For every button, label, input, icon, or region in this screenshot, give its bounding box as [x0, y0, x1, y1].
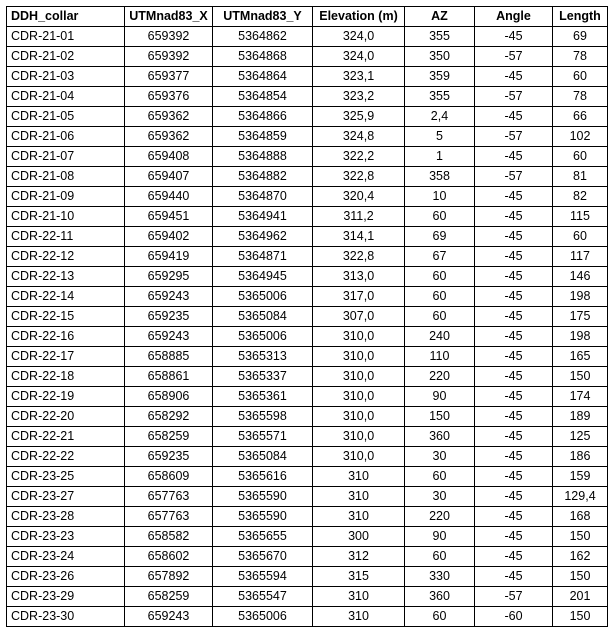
ddh-collar-cell: CDR-22-14 — [7, 287, 125, 307]
ddh-collar-cell: CDR-21-02 — [7, 47, 125, 67]
table-row — [7, 427, 608, 447]
ddh-collar-cell: CDR-21-05 — [7, 107, 125, 127]
table-row — [7, 387, 608, 407]
elevation-cell: 315 — [313, 567, 405, 587]
length-cell: 159 — [553, 467, 608, 487]
utm-x-cell: 658906 — [125, 387, 213, 407]
utm-y-cell: 5365655 — [213, 527, 313, 547]
angle-cell: -45 — [475, 347, 553, 367]
utm-y-cell: 5365594 — [213, 567, 313, 587]
angle-cell: -45 — [475, 327, 553, 347]
angle-cell: -45 — [475, 407, 553, 427]
elevation-cell: 312 — [313, 547, 405, 567]
utm-x-cell: 659402 — [125, 227, 213, 247]
length-cell: 150 — [553, 567, 608, 587]
utm-x-cell: 658602 — [125, 547, 213, 567]
utm-y-cell: 5364854 — [213, 87, 313, 107]
utm-y-cell: 5364859 — [213, 127, 313, 147]
angle-cell: -45 — [475, 467, 553, 487]
az-cell: 60 — [405, 307, 475, 327]
table-row — [7, 167, 608, 187]
az-cell: 350 — [405, 47, 475, 67]
ddh-collar-cell: CDR-22-18 — [7, 367, 125, 387]
table-row — [7, 567, 608, 587]
elevation-cell: 310,0 — [313, 407, 405, 427]
length-cell: 186 — [553, 447, 608, 467]
angle-cell: -45 — [475, 67, 553, 87]
length-cell: 82 — [553, 187, 608, 207]
angle-cell: -45 — [475, 107, 553, 127]
angle-cell: -57 — [475, 87, 553, 107]
ddh-collar-cell: CDR-22-21 — [7, 427, 125, 447]
header-row — [7, 7, 608, 27]
az-cell: 60 — [405, 467, 475, 487]
az-cell: 67 — [405, 247, 475, 267]
utm-x-cell: 657763 — [125, 487, 213, 507]
length-cell: 168 — [553, 507, 608, 527]
az-cell: 90 — [405, 527, 475, 547]
elevation-cell: 310 — [313, 487, 405, 507]
az-cell: 240 — [405, 327, 475, 347]
az-cell: 358 — [405, 167, 475, 187]
az-cell: 220 — [405, 367, 475, 387]
column-header-length: Length — [553, 7, 608, 27]
table-row — [7, 67, 608, 87]
length-cell: 69 — [553, 27, 608, 47]
utm-y-cell: 5365590 — [213, 487, 313, 507]
elevation-cell: 313,0 — [313, 267, 405, 287]
table-row — [7, 447, 608, 467]
utm-y-cell: 5365598 — [213, 407, 313, 427]
utm-x-cell: 659295 — [125, 267, 213, 287]
az-cell: 110 — [405, 347, 475, 367]
table-row — [7, 587, 608, 607]
elevation-cell: 324,0 — [313, 27, 405, 47]
ddh-collar-cell: CDR-21-04 — [7, 87, 125, 107]
table-row — [7, 27, 608, 47]
elevation-cell: 325,9 — [313, 107, 405, 127]
ddh-collar-cell: CDR-23-23 — [7, 527, 125, 547]
table-row — [7, 187, 608, 207]
ddh-collar-cell: CDR-21-08 — [7, 167, 125, 187]
az-cell: 60 — [405, 547, 475, 567]
az-cell: 5 — [405, 127, 475, 147]
table-row — [7, 107, 608, 127]
az-cell: 90 — [405, 387, 475, 407]
table-row — [7, 267, 608, 287]
elevation-cell: 310,0 — [313, 327, 405, 347]
utm-y-cell: 5365006 — [213, 607, 313, 627]
az-cell: 30 — [405, 487, 475, 507]
length-cell: 150 — [553, 607, 608, 627]
elevation-cell: 323,2 — [313, 87, 405, 107]
elevation-cell: 324,8 — [313, 127, 405, 147]
angle-cell: -45 — [475, 267, 553, 287]
angle-cell: -45 — [475, 147, 553, 167]
angle-cell: -45 — [475, 287, 553, 307]
angle-cell: -45 — [475, 187, 553, 207]
utm-y-cell: 5364866 — [213, 107, 313, 127]
az-cell: 1 — [405, 147, 475, 167]
table-row — [7, 607, 608, 627]
angle-cell: -45 — [475, 567, 553, 587]
elevation-cell: 322,8 — [313, 167, 405, 187]
ddh-collar-cell: CDR-22-22 — [7, 447, 125, 467]
utm-y-cell: 5364962 — [213, 227, 313, 247]
length-cell: 78 — [553, 87, 608, 107]
length-cell: 162 — [553, 547, 608, 567]
ddh-collar-cell: CDR-22-11 — [7, 227, 125, 247]
elevation-cell: 314,1 — [313, 227, 405, 247]
elevation-cell: 310,0 — [313, 447, 405, 467]
angle-cell: -45 — [475, 427, 553, 447]
az-cell: 60 — [405, 267, 475, 287]
ddh-collar-cell: CDR-22-19 — [7, 387, 125, 407]
elevation-cell: 300 — [313, 527, 405, 547]
column-header-utm-x: UTMnad83_X — [125, 7, 213, 27]
utm-y-cell: 5364945 — [213, 267, 313, 287]
table-row — [7, 47, 608, 67]
utm-x-cell: 659235 — [125, 447, 213, 467]
utm-y-cell: 5365616 — [213, 467, 313, 487]
ddh-collar-cell: CDR-21-09 — [7, 187, 125, 207]
az-cell: 2,4 — [405, 107, 475, 127]
angle-cell: -45 — [475, 387, 553, 407]
az-cell: 150 — [405, 407, 475, 427]
utm-x-cell: 658259 — [125, 427, 213, 447]
utm-y-cell: 5365084 — [213, 447, 313, 467]
ddh-collar-cell: CDR-23-30 — [7, 607, 125, 627]
angle-cell: -45 — [475, 247, 553, 267]
ddh-collar-cell: CDR-21-03 — [7, 67, 125, 87]
utm-x-cell: 659408 — [125, 147, 213, 167]
ddh-collar-cell: CDR-23-29 — [7, 587, 125, 607]
table-row — [7, 207, 608, 227]
length-cell: 81 — [553, 167, 608, 187]
length-cell: 174 — [553, 387, 608, 407]
table-row — [7, 247, 608, 267]
utm-x-cell: 658609 — [125, 467, 213, 487]
elevation-cell: 310 — [313, 467, 405, 487]
table-row — [7, 227, 608, 247]
table-row — [7, 147, 608, 167]
elevation-cell: 317,0 — [313, 287, 405, 307]
column-header-az: AZ — [405, 7, 475, 27]
utm-y-cell: 5365670 — [213, 547, 313, 567]
az-cell: 60 — [405, 607, 475, 627]
angle-cell: -45 — [475, 487, 553, 507]
length-cell: 146 — [553, 267, 608, 287]
angle-cell: -60 — [475, 607, 553, 627]
angle-cell: -45 — [475, 307, 553, 327]
utm-x-cell: 659376 — [125, 87, 213, 107]
utm-x-cell: 659419 — [125, 247, 213, 267]
utm-x-cell: 659392 — [125, 27, 213, 47]
az-cell: 10 — [405, 187, 475, 207]
utm-y-cell: 5365337 — [213, 367, 313, 387]
elevation-cell: 322,8 — [313, 247, 405, 267]
utm-x-cell: 659440 — [125, 187, 213, 207]
ddh-collar-cell: CDR-21-10 — [7, 207, 125, 227]
length-cell: 165 — [553, 347, 608, 367]
drill-collar-table — [6, 6, 608, 627]
table-row — [7, 127, 608, 147]
utm-y-cell: 5365313 — [213, 347, 313, 367]
angle-cell: -45 — [475, 227, 553, 247]
utm-x-cell: 659451 — [125, 207, 213, 227]
utm-y-cell: 5364941 — [213, 207, 313, 227]
utm-y-cell: 5364864 — [213, 67, 313, 87]
column-header-ddh-collar: DDH_collar — [7, 7, 125, 27]
elevation-cell: 310,0 — [313, 427, 405, 447]
utm-x-cell: 659243 — [125, 327, 213, 347]
az-cell: 355 — [405, 27, 475, 47]
length-cell: 60 — [553, 147, 608, 167]
table-row — [7, 467, 608, 487]
elevation-cell: 310 — [313, 607, 405, 627]
length-cell: 201 — [553, 587, 608, 607]
utm-x-cell: 658582 — [125, 527, 213, 547]
utm-x-cell: 658885 — [125, 347, 213, 367]
angle-cell: -45 — [475, 527, 553, 547]
ddh-collar-cell: CDR-23-24 — [7, 547, 125, 567]
length-cell: 129,4 — [553, 487, 608, 507]
az-cell: 220 — [405, 507, 475, 527]
az-cell: 330 — [405, 567, 475, 587]
angle-cell: -45 — [475, 27, 553, 47]
table-row — [7, 327, 608, 347]
az-cell: 360 — [405, 587, 475, 607]
elevation-cell: 310 — [313, 587, 405, 607]
ddh-collar-cell: CDR-21-07 — [7, 147, 125, 167]
angle-cell: -57 — [475, 167, 553, 187]
utm-y-cell: 5364870 — [213, 187, 313, 207]
utm-x-cell: 658292 — [125, 407, 213, 427]
utm-y-cell: 5365547 — [213, 587, 313, 607]
length-cell: 198 — [553, 327, 608, 347]
utm-y-cell: 5365590 — [213, 507, 313, 527]
az-cell: 30 — [405, 447, 475, 467]
elevation-cell: 310,0 — [313, 367, 405, 387]
ddh-collar-cell: CDR-22-16 — [7, 327, 125, 347]
angle-cell: -45 — [475, 547, 553, 567]
table-row — [7, 547, 608, 567]
column-header-utm-y: UTMnad83_Y — [213, 7, 313, 27]
length-cell: 66 — [553, 107, 608, 127]
utm-y-cell: 5365084 — [213, 307, 313, 327]
length-cell: 60 — [553, 227, 608, 247]
ddh-collar-cell: CDR-22-12 — [7, 247, 125, 267]
az-cell: 360 — [405, 427, 475, 447]
utm-y-cell: 5365361 — [213, 387, 313, 407]
az-cell: 359 — [405, 67, 475, 87]
ddh-collar-cell: CDR-21-06 — [7, 127, 125, 147]
utm-y-cell: 5364868 — [213, 47, 313, 67]
az-cell: 355 — [405, 87, 475, 107]
ddh-collar-cell: CDR-23-28 — [7, 507, 125, 527]
utm-y-cell: 5364882 — [213, 167, 313, 187]
elevation-cell: 307,0 — [313, 307, 405, 327]
length-cell: 115 — [553, 207, 608, 227]
ddh-collar-cell: CDR-22-13 — [7, 267, 125, 287]
utm-x-cell: 657763 — [125, 507, 213, 527]
table-row — [7, 487, 608, 507]
table-row — [7, 87, 608, 107]
az-cell: 60 — [405, 207, 475, 227]
utm-x-cell: 659392 — [125, 47, 213, 67]
ddh-collar-cell: CDR-22-17 — [7, 347, 125, 367]
length-cell: 125 — [553, 427, 608, 447]
table-row — [7, 407, 608, 427]
elevation-cell: 324,0 — [313, 47, 405, 67]
elevation-cell: 323,1 — [313, 67, 405, 87]
utm-x-cell: 657892 — [125, 567, 213, 587]
utm-x-cell: 659362 — [125, 127, 213, 147]
length-cell: 175 — [553, 307, 608, 327]
utm-x-cell: 659407 — [125, 167, 213, 187]
table-body — [7, 27, 608, 627]
utm-x-cell: 658259 — [125, 587, 213, 607]
utm-x-cell: 659377 — [125, 67, 213, 87]
table-row — [7, 527, 608, 547]
elevation-cell: 320,4 — [313, 187, 405, 207]
ddh-collar-cell: CDR-23-27 — [7, 487, 125, 507]
utm-x-cell: 659243 — [125, 287, 213, 307]
angle-cell: -57 — [475, 587, 553, 607]
elevation-cell: 310 — [313, 507, 405, 527]
utm-y-cell: 5364888 — [213, 147, 313, 167]
utm-x-cell: 659243 — [125, 607, 213, 627]
utm-x-cell: 659362 — [125, 107, 213, 127]
table-row — [7, 367, 608, 387]
table-row — [7, 507, 608, 527]
length-cell: 102 — [553, 127, 608, 147]
utm-x-cell: 658861 — [125, 367, 213, 387]
elevation-cell: 311,2 — [313, 207, 405, 227]
table-row — [7, 307, 608, 327]
angle-cell: -57 — [475, 127, 553, 147]
utm-x-cell: 659235 — [125, 307, 213, 327]
utm-y-cell: 5365006 — [213, 287, 313, 307]
angle-cell: -45 — [475, 507, 553, 527]
length-cell: 189 — [553, 407, 608, 427]
elevation-cell: 310,0 — [313, 387, 405, 407]
utm-y-cell: 5364871 — [213, 247, 313, 267]
column-header-angle: Angle — [475, 7, 553, 27]
angle-cell: -45 — [475, 447, 553, 467]
az-cell: 69 — [405, 227, 475, 247]
length-cell: 198 — [553, 287, 608, 307]
ddh-collar-cell: CDR-23-25 — [7, 467, 125, 487]
ddh-collar-cell: CDR-22-15 — [7, 307, 125, 327]
length-cell: 150 — [553, 367, 608, 387]
elevation-cell: 322,2 — [313, 147, 405, 167]
length-cell: 60 — [553, 67, 608, 87]
angle-cell: -45 — [475, 207, 553, 227]
utm-y-cell: 5365571 — [213, 427, 313, 447]
angle-cell: -57 — [475, 47, 553, 67]
utm-y-cell: 5364862 — [213, 27, 313, 47]
length-cell: 78 — [553, 47, 608, 67]
table-row — [7, 287, 608, 307]
ddh-collar-cell: CDR-21-01 — [7, 27, 125, 47]
angle-cell: -45 — [475, 367, 553, 387]
length-cell: 150 — [553, 527, 608, 547]
ddh-collar-cell: CDR-23-26 — [7, 567, 125, 587]
az-cell: 60 — [405, 287, 475, 307]
column-header-elevation: Elevation (m) — [313, 7, 405, 27]
length-cell: 117 — [553, 247, 608, 267]
ddh-collar-cell: CDR-22-20 — [7, 407, 125, 427]
elevation-cell: 310,0 — [313, 347, 405, 367]
table-row — [7, 347, 608, 367]
utm-y-cell: 5365006 — [213, 327, 313, 347]
